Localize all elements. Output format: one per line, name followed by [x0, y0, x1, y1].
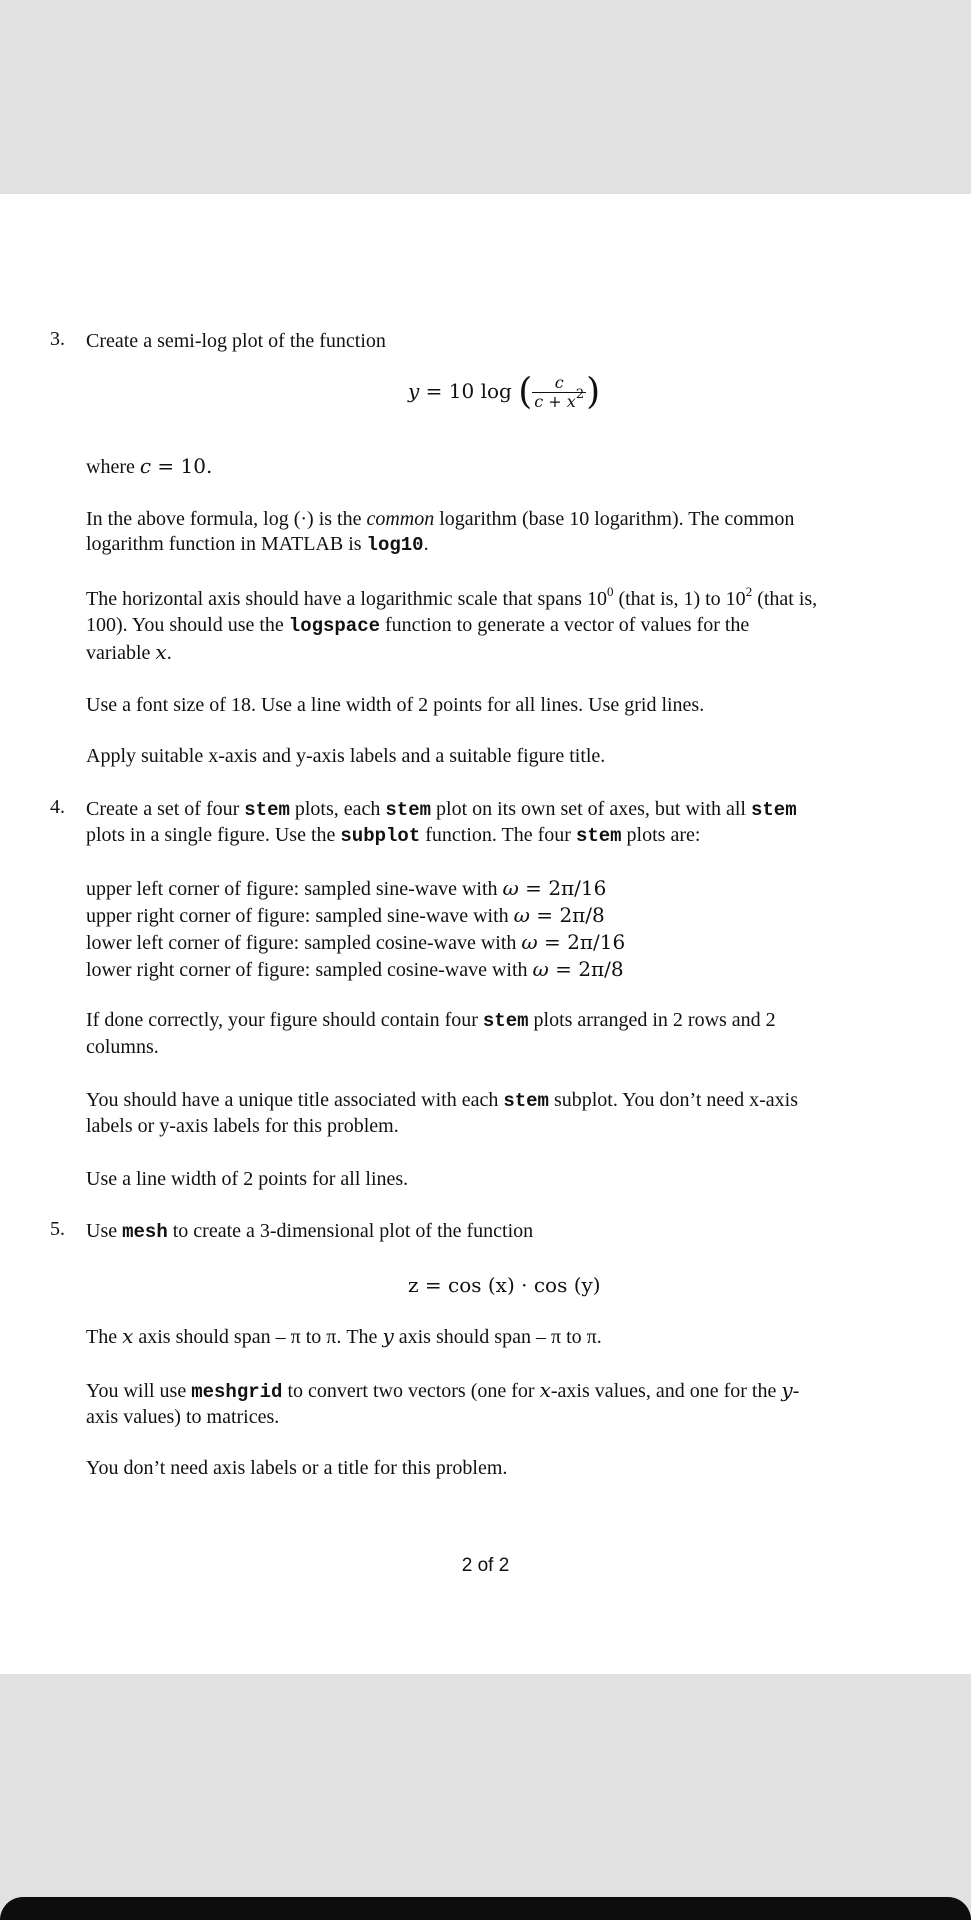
q3-para-2-line-3: variable x. — [86, 640, 172, 664]
q3-para-2-line-1: The horizontal axis should have a logarithmic scale that spans $10^0$ (that is, 1) to $10^2$ (that is, — [86, 584, 818, 610]
q4-para-3: Use a line width of 2 points for all lines. — [86, 1168, 409, 1190]
q3-where: where c = 10. — [86, 454, 213, 478]
q3-para-1-line-1: In the above formula, log (·) is the common logarithm (base 10 logarithm). The common — [86, 508, 795, 530]
q4-number: 4. — [50, 796, 65, 818]
q3-para-1-line-2: logarithm function in MATLAB is log10. — [86, 533, 429, 556]
page-number: 2 of 2 — [461, 1555, 510, 1576]
q5-para-2-line-1: You will use meshgrid to convert two vectors (one for x-axis values, and one for the y- — [86, 1378, 800, 1403]
q5-para-3: You don’t need axis labels or a title for this problem. — [86, 1457, 508, 1479]
q3-intro: Create a semi-log plot of the function — [86, 330, 386, 352]
q4-item-lower-left: lower left corner of figure: sampled cosine-wave with ω = 2π/16 — [86, 930, 626, 954]
q4-para-1-line-2: columns. — [86, 1036, 159, 1058]
bottom-bar — [0, 1897, 971, 1920]
q3-para-4: Apply suitable x-axis and y-axis labels and a suitable figure title. — [86, 745, 606, 767]
q3-para-3: Use a font size of 18. Use a line width of 2 points for all lines. Use grid lines. — [86, 694, 705, 716]
q4-line-2: plots in a single figure. Use the subplot function. The four stem plots are: — [86, 824, 701, 847]
q3-number: 3. — [50, 328, 65, 350]
q5-formula: z = cos (x) · cos (y) — [408, 1273, 601, 1297]
q5-line-1: Use mesh to create a 3-dimensional plot of the function — [86, 1220, 534, 1243]
q4-line-1: Create a set of four stem plots, each stem plot on its own set of axes, but with all stem — [86, 798, 797, 821]
q4-item-upper-right: upper right corner of figure: sampled sine-wave with ω = 2π/8 — [86, 903, 605, 927]
q4-para-2-line-1: You should have a unique title associated with each stem subplot. You don’t need x-axis — [86, 1089, 799, 1112]
q3-formula: y = 10 log ( $\frac{c}{c + x^2}$ ) — [408, 371, 601, 413]
q4-para-2-line-2: labels or y-axis labels for this problem. — [86, 1115, 399, 1137]
q4-para-1-line-1: If done correctly, your figure should contain four stem plots arranged in 2 rows and 2 — [86, 1009, 776, 1032]
q3-para-2-line-2: 100). You should use the logspace function to generate a vector of values for the — [86, 614, 750, 637]
q4-item-upper-left: upper left corner of figure: sampled sine-wave with ω = 2π/16 — [86, 876, 607, 900]
q5-number: 5. — [50, 1218, 65, 1240]
q5-para-2-line-2: axis values) to matrices. — [86, 1406, 280, 1428]
q5-para-1: The x axis should span – π to π. The y axis should span – π to π. — [86, 1324, 602, 1348]
q4-item-lower-right: lower right corner of figure: sampled cosine-wave with ω = 2π/8 — [86, 957, 624, 981]
